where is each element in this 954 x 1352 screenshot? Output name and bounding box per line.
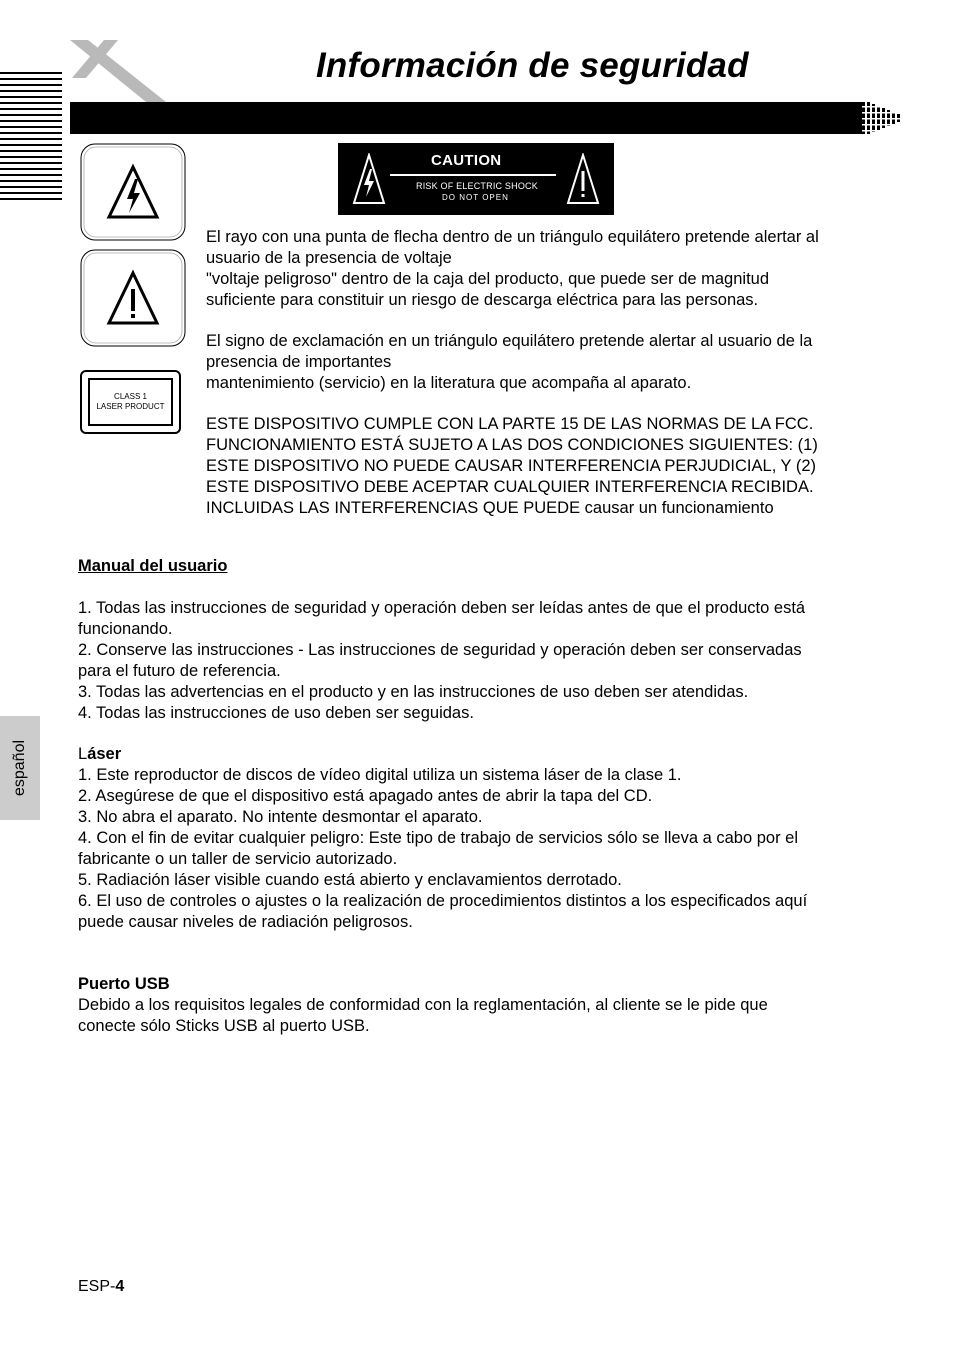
- laser-class-label-inner: [88, 378, 173, 426]
- caution-title: CAUTION: [431, 152, 502, 169]
- text-line: ESTE DISPOSITIVO NO PUEDE CAUSAR INTERFERENCIA PERJUDICIAL, Y (2): [206, 457, 817, 475]
- text-line: ESTE DISPOSITIVO CUMPLE CON LA PARTE 15 DE LAS NORMAS DE LA FCC.: [206, 415, 814, 433]
- lightning-explanation: [206, 227, 819, 311]
- text-line: Debido a los requisitos legales de conformidad con la reglamentación, al cliente se le pide que: [78, 996, 768, 1014]
- language-side-tab: [0, 716, 40, 820]
- text-line: FUNCIONAMIENTO ESTÁ SUJETO A LAS DOS CONDICIONES SIGUIENTES: (1): [206, 436, 818, 454]
- laser-class-line: CLASS 1: [114, 392, 147, 401]
- page-title: Información de seguridad: [316, 46, 749, 85]
- fcc-statement: [206, 414, 818, 519]
- caution-label: [338, 143, 614, 215]
- text-line: ESTE DISPOSITIVO DEBE ACEPTAR CUALQUIER INTERFERENCIA RECIBIDA.: [206, 478, 814, 496]
- side-stripes-decoration: [0, 72, 62, 200]
- list-item: para el futuro de referencia.: [78, 662, 281, 680]
- usb-heading: Puerto USB: [78, 975, 170, 993]
- list-item: funcionando.: [78, 620, 173, 638]
- list-item: 4. Con el fin de evitar cualquier peligro: Este tipo de trabajo de servicios sólo se lleva a cabo por el: [78, 829, 798, 847]
- page-prefix: ESP-: [78, 1278, 116, 1295]
- text-line: INCLUIDAS LAS INTERFERENCIAS QUE PUEDE causar un funcionamiento: [206, 499, 774, 517]
- list-item: 5. Radiación láser visible cuando está abierto y enclavamientos derrotado.: [78, 871, 622, 889]
- caution-divider: [390, 174, 556, 176]
- text-line: "voltaje peligroso" dentro de la caja del producto, que puede ser de magnitud: [206, 270, 770, 288]
- text-line: suficiente para constituir un riesgo de descarga eléctrica para las personas.: [206, 291, 759, 309]
- list-item: 2. Conserve las instrucciones - Las instrucciones de seguridad y operación deben ser conservadas: [78, 641, 802, 659]
- text-line: conecte sólo Sticks USB al puerto USB.: [78, 1017, 370, 1035]
- list-item: puede causar niveles de radiación peligrosos.: [78, 913, 413, 931]
- list-item: 3. No abra el aparato. No intente desmontar el aparato.: [78, 808, 483, 826]
- text-line: presencia de importantes: [206, 353, 392, 371]
- list-item: 4. Todas las instrucciones de uso deben ser seguidas.: [78, 704, 474, 722]
- title-bar-dots-decoration: [862, 102, 904, 134]
- language-label: español: [11, 739, 28, 797]
- text-line: El rayo con una punta de flecha dentro de un triángulo equilátero pretende alertar al: [206, 228, 819, 246]
- text-line: El signo de exclamación en un triángulo equilátero pretende alertar al usuario de la: [206, 332, 813, 350]
- spacer: [78, 577, 805, 598]
- exclamation-triangle-icon: [566, 153, 600, 205]
- laser-product-line: LASER PRODUCT: [96, 402, 165, 411]
- page-number: [78, 1278, 124, 1296]
- list-item: 1. Este reproductor de discos de vídeo digital utiliza un sistema láser de la clase 1.: [78, 766, 682, 784]
- caution-risk-text: RISK OF ELECTRIC SHOCK: [416, 181, 538, 191]
- lightning-triangle-icon: [352, 153, 386, 205]
- laser-heading: [78, 744, 807, 765]
- exclamation-warning-icon: [80, 249, 186, 347]
- brand-logo-icon: [66, 36, 166, 104]
- laser-section: [78, 744, 807, 933]
- page-number-value: 4: [115, 1278, 125, 1295]
- laser-class-label: [80, 370, 181, 434]
- exclamation-explanation: [206, 331, 812, 394]
- electric-shock-warning-icon: [80, 143, 186, 241]
- list-item: 1. Todas las instrucciones de seguridad y operación deben ser leídas antes de que el producto está: [78, 599, 806, 617]
- list-item: 2. Asegúrese de que el dispositivo está apagado antes de abrir la tapa del CD.: [78, 787, 653, 805]
- usb-section: [78, 974, 768, 1037]
- laser-heading-rest: áser: [87, 745, 122, 763]
- text-line: mantenimiento (servicio) en la literatura que acompaña al aparato.: [206, 374, 692, 392]
- caution-do-not-open-text: DO NOT OPEN: [442, 193, 509, 202]
- manual-section: [78, 556, 805, 724]
- manual-heading: Manual del usuario: [78, 557, 228, 575]
- title-bar: [70, 102, 865, 134]
- list-item: 6. El uso de controles o ajustes o la realización de procedimientos distintos a los especificados aquí: [78, 892, 808, 910]
- text-line: usuario de la presencia de voltaje: [206, 249, 452, 267]
- list-item: fabricante o un taller de servicio autorizado.: [78, 850, 398, 868]
- laser-heading-first: L: [78, 745, 88, 763]
- list-item: 3. Todas las advertencias en el producto y en las instrucciones de uso deben ser atendidas.: [78, 683, 749, 701]
